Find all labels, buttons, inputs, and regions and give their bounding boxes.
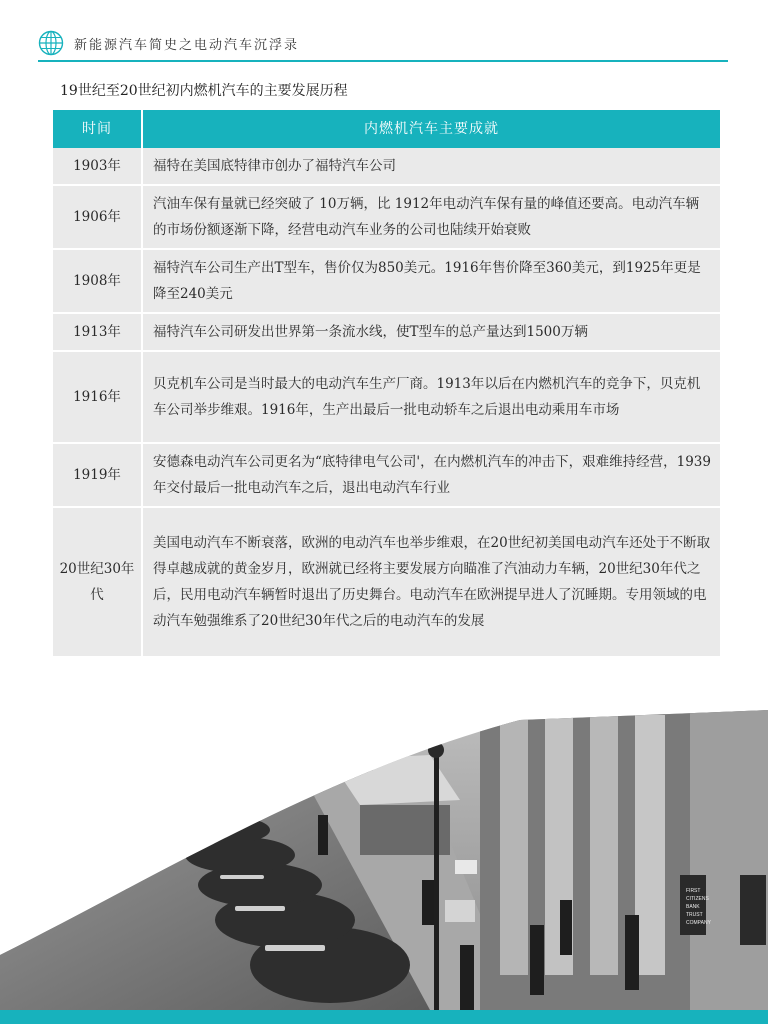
bank-sign-line: FIRST — [686, 888, 701, 894]
page-header — [38, 26, 728, 60]
header-divider — [38, 60, 728, 62]
row-event: 美国电动汽车不断衰落，欧洲的电动汽车也举步维艰，在20世纪初美国电动汽车还处于不断取得卓越成就的黄金岁月，欧洲就已经将主要发展方向瞄准了汽油动力车辆，20世纪30年代之后，民用电动汽车辆暂时退出了历史舞台。电动汽车在欧洲提早进人了沉睡期。专用领域的电动汽车勉强维系了20世纪30年代之后的电动汽车的发展 — [143, 508, 720, 658]
table-row — [53, 186, 720, 250]
row-time: 1913年 — [53, 314, 143, 352]
bank-sign-line: BANK — [686, 904, 700, 910]
row-event: 福特汽车公司生产出T型车，售价仅为850美元。1916年售价降至360美元，到1925年更是降至240美元 — [143, 250, 720, 314]
row-event: 福特汽车公司研发出世界第一条流水线，使T型车的总产量达到1500万辆 — [143, 314, 720, 352]
column-header-time: 时间 — [53, 110, 143, 148]
bank-sign-line: CITIZENS — [686, 896, 709, 902]
header-title: 新能源汽车简史之电动汽车沉浮录 — [74, 37, 300, 53]
history-table — [53, 110, 720, 658]
row-event: 汽油车保有量就已经突破了 10万辆，比 1912年电动汽车保有量的峰值还要高。电动汽车辆的市场份额逐渐下降，经营电动汽车业务的公司也陆续开始衰败 — [143, 186, 720, 250]
column-header-achievement: 内燃机汽车主要成就 — [143, 110, 720, 148]
table-caption: 19世纪至20世纪初内燃机汽车的主要发展历程 — [60, 83, 348, 99]
historic-street-photo — [0, 710, 768, 1010]
row-event: 贝克机车公司是当时最大的电动汽车生产厂商。1913年以后在内燃机汽车的竞争下，贝克机车公司举步维艰。1916年，生产出最后一批电动轿车之后退出电动乘用车市场 — [143, 352, 720, 444]
table-row — [53, 250, 720, 314]
table-header-row — [53, 110, 720, 148]
row-event: 福特在美国底特律市创办了福特汽车公司 — [143, 148, 720, 186]
table-row — [53, 352, 720, 444]
row-time: 1919年 — [53, 444, 143, 508]
globe-icon — [38, 30, 64, 56]
row-time: 1908年 — [53, 250, 143, 314]
bank-sign-line: COMPANY — [686, 920, 711, 926]
row-event: 安德森电动汽车公司更名为“底特律电气公司'，在内燃机汽车的冲击下，艰难维持经营，1939年交付最后一批电动汽车之后，退出电动汽车行业 — [143, 444, 720, 508]
bank-sign-line: TRUST — [686, 912, 703, 918]
table-row — [53, 148, 720, 186]
row-time: 20世纪30年代 — [53, 508, 143, 658]
row-time: 1916年 — [53, 352, 143, 444]
row-time: 1906年 — [53, 186, 143, 250]
table-row — [53, 508, 720, 658]
table-row — [53, 444, 720, 508]
row-time: 1903年 — [53, 148, 143, 186]
footer-accent-bar — [0, 1010, 768, 1024]
table-row — [53, 314, 720, 352]
